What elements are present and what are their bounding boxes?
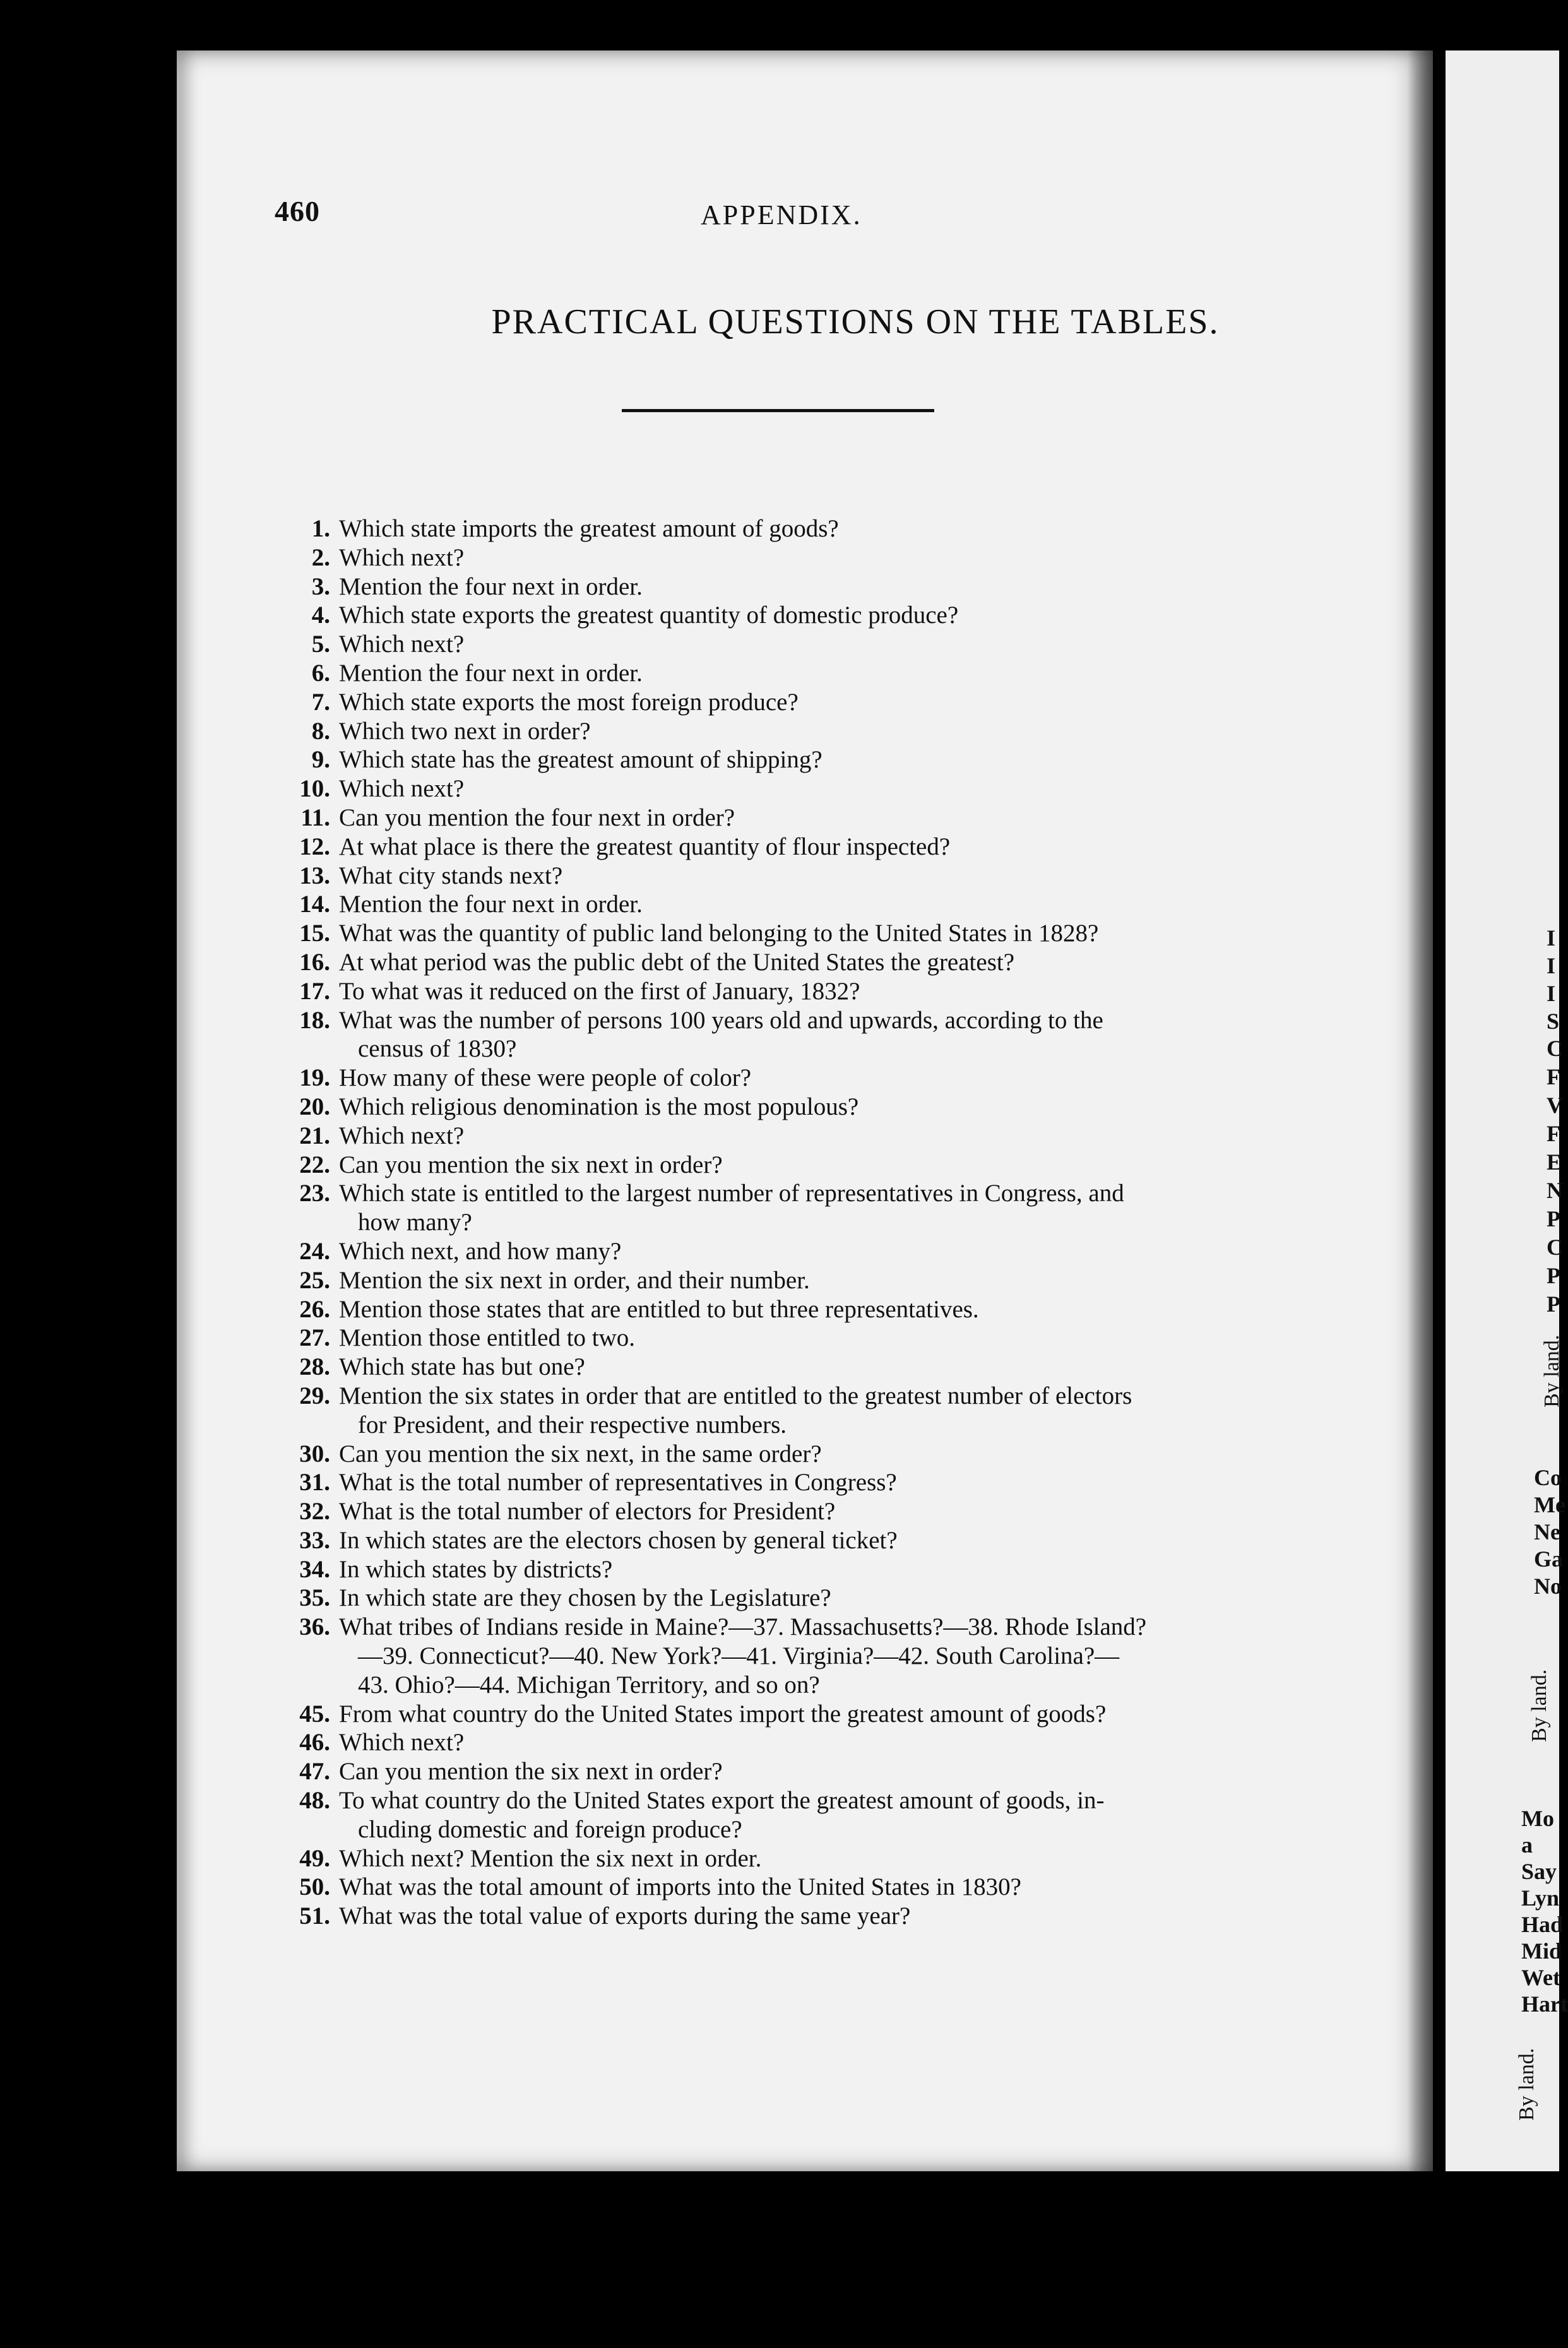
question-text: In which state are they chosen by the Legislature?	[339, 1584, 831, 1612]
question-number: 7.	[311, 688, 330, 716]
question-text: What was the total amount of imports into the United States in 1830?	[339, 1873, 1021, 1901]
question-number: 47.	[299, 1758, 330, 1786]
question-number: 2.	[311, 543, 330, 571]
title-rule	[622, 409, 934, 412]
question-text: Mention the four next in order.	[339, 891, 643, 918]
question-item	[281, 514, 1379, 543]
question-item	[281, 1179, 1379, 1237]
question-list	[281, 514, 1379, 1931]
facing-page-letter: P	[1547, 1206, 1560, 1231]
question-text-continuation: for President, and their respective numbers.	[358, 1411, 787, 1438]
question-item	[281, 745, 1379, 774]
question-item	[281, 1555, 1379, 1584]
question-number: 50.	[299, 1873, 330, 1901]
question-item	[281, 572, 1379, 602]
facing-page-letter: S	[1547, 1009, 1560, 1034]
question-item	[281, 803, 1379, 833]
facing-page-letter: I	[1547, 953, 1556, 978]
question-text: Can you mention the six next in order?	[339, 1758, 723, 1786]
facing-page-letter: N	[1547, 1178, 1563, 1203]
facing-page-letter: a	[1521, 1832, 1533, 1858]
question-number: 34.	[299, 1555, 330, 1583]
question-number: 14.	[299, 891, 330, 918]
question-number: 10.	[299, 775, 330, 803]
question-item	[281, 1844, 1379, 1873]
question-number: 27.	[299, 1324, 330, 1352]
question-item	[281, 1382, 1379, 1440]
question-number: 46.	[299, 1729, 330, 1757]
question-number: 28.	[299, 1353, 330, 1381]
question-text: In which states by districts?	[339, 1555, 613, 1583]
question-text: What is the total number of electors for President?	[339, 1498, 836, 1526]
question-text: Which state exports the greatest quantity of domestic produce?	[339, 602, 959, 629]
question-number: 45.	[299, 1700, 330, 1728]
question-text: Mention the six states in order that are entitled to the greatest number of electors	[339, 1382, 1132, 1409]
question-text: Mention those entitled to two.	[339, 1324, 636, 1352]
question-number: 17.	[299, 977, 330, 1005]
question-text: Can you mention the six next in order?	[339, 1151, 723, 1178]
question-number: 19.	[299, 1064, 330, 1092]
question-number: 26.	[299, 1295, 330, 1323]
question-item	[281, 774, 1379, 803]
question-number: 1.	[311, 515, 330, 542]
question-text: Mention the four next in order.	[339, 659, 643, 687]
question-text-continuation: 43. Ohio?—44. Michigan Territory, and so on?	[358, 1671, 820, 1699]
question-number: 21.	[299, 1122, 330, 1149]
question-text: Which next?	[339, 543, 465, 571]
question-text: Mention those states that are entitled to but three representatives.	[339, 1295, 979, 1323]
question-text: Which state is entitled to the largest number of representatives in Congress, and	[339, 1180, 1124, 1207]
question-text: What is the total number of representatives in Congress?	[339, 1469, 897, 1497]
question-number: 4.	[311, 602, 330, 629]
question-item	[281, 1064, 1379, 1093]
question-item	[281, 1728, 1379, 1757]
facing-page-letter: No	[1534, 1574, 1562, 1599]
question-number: 18.	[299, 1006, 330, 1034]
question-item	[281, 977, 1379, 1006]
question-text: What city stands next?	[339, 862, 563, 889]
question-number: 23.	[299, 1180, 330, 1207]
question-text: What was the total value of exports during the same year?	[339, 1902, 911, 1930]
question-text: Mention the four next in order.	[339, 572, 643, 600]
question-number: 22.	[299, 1151, 330, 1178]
question-item	[281, 688, 1379, 717]
question-item	[281, 717, 1379, 746]
question-text: Which two next in order?	[339, 717, 591, 745]
question-text: Which next, and how many?	[339, 1237, 622, 1265]
question-number: 3.	[311, 572, 330, 600]
question-text-continuation: —39. Connecticut?—40. New York?—41. Virginia?—42. South Carolina?—	[358, 1642, 1120, 1670]
question-item	[281, 1122, 1379, 1151]
facing-page-letter: F	[1547, 1064, 1560, 1089]
question-number: 12.	[299, 833, 330, 860]
question-item	[281, 1006, 1379, 1064]
question-text: Which religious denomination is the most populous?	[339, 1093, 859, 1120]
question-text: Which next? Mention the six next in order.	[339, 1844, 762, 1872]
question-number: 36.	[299, 1613, 330, 1641]
facing-page-letter: C	[1547, 1235, 1563, 1260]
question-text: Which state exports the most foreign produce?	[339, 688, 799, 716]
question-item	[281, 1700, 1379, 1729]
running-head: APPENDIX.	[701, 199, 862, 230]
gutter-shadow	[1408, 50, 1446, 2171]
question-text: From what country do the United States import the greatest amount of goods?	[339, 1700, 1107, 1728]
facing-page-letter: Had	[1521, 1912, 1564, 1937]
question-item	[281, 1440, 1379, 1469]
question-text: At what place is there the greatest quantity of flour inspected?	[339, 833, 951, 860]
question-item	[281, 543, 1379, 572]
question-item	[281, 1353, 1379, 1382]
question-item	[281, 1468, 1379, 1497]
question-item	[281, 601, 1379, 630]
question-text: Which next?	[339, 631, 465, 658]
question-item	[281, 1151, 1379, 1180]
question-item	[281, 862, 1379, 891]
facing-page-rotated-label: By land.	[1540, 1334, 1564, 1408]
question-text: To what country do the United States export the greatest amount of goods, in-	[339, 1787, 1105, 1815]
facing-page-letter: P	[1547, 1263, 1560, 1288]
question-number: 35.	[299, 1584, 330, 1612]
question-text: Which next?	[339, 1122, 465, 1149]
question-text: What was the number of persons 100 years old and upwards, according to the	[339, 1006, 1103, 1034]
question-item	[281, 1093, 1379, 1122]
facing-page-letter: E	[1547, 1149, 1562, 1175]
question-number: 33.	[299, 1526, 330, 1554]
question-number: 48.	[299, 1787, 330, 1815]
question-text: What tribes of Indians reside in Maine?—37. Massachusetts?—38. Rhode Island?	[339, 1613, 1147, 1641]
question-text: Which next?	[339, 1729, 465, 1757]
section-title: PRACTICAL QUESTIONS ON THE TABLES.	[491, 302, 1220, 341]
question-text: What was the quantity of public land belonging to the United States in 1828?	[339, 920, 1099, 947]
facing-page-letter: P	[1547, 1291, 1560, 1317]
question-item	[281, 1266, 1379, 1295]
question-number: 11.	[300, 803, 330, 831]
question-item	[281, 1295, 1379, 1324]
question-number: 24.	[299, 1237, 330, 1265]
question-item	[281, 890, 1379, 919]
question-item	[281, 1613, 1379, 1699]
question-text: In which states are the electors chosen by general ticket?	[339, 1526, 898, 1554]
facing-page-letter: Me	[1534, 1492, 1565, 1517]
facing-page-letter: Lyn	[1521, 1885, 1560, 1911]
question-text: How many of these were people of color?	[339, 1064, 752, 1092]
question-text: To what was it reduced on the first of January, 1832?	[339, 977, 860, 1005]
question-item	[281, 1873, 1379, 1902]
question-number: 49.	[299, 1844, 330, 1872]
facing-page-letter: C	[1547, 1036, 1563, 1061]
question-item	[281, 1526, 1379, 1555]
question-item	[281, 1786, 1379, 1844]
question-number: 20.	[299, 1093, 330, 1120]
facing-page-letter: Wet	[1521, 1965, 1560, 1990]
facing-page-letter: F	[1547, 1121, 1560, 1146]
question-item	[281, 919, 1379, 948]
question-number: 8.	[311, 717, 330, 745]
facing-page-rotated-label: By land.	[1515, 2048, 1538, 2121]
facing-page-letter: Say	[1521, 1859, 1557, 1884]
question-number: 9.	[311, 746, 330, 774]
question-number: 31.	[299, 1469, 330, 1497]
facing-page-letter: Hart	[1521, 1991, 1568, 2017]
question-item	[281, 1497, 1379, 1526]
question-number: 32.	[299, 1498, 330, 1526]
question-text-continuation: how many?	[358, 1209, 472, 1236]
facing-page-letter: V	[1547, 1093, 1563, 1118]
facing-page-rotated-label: By land.	[1528, 1669, 1551, 1742]
question-text-continuation: census of 1830?	[358, 1035, 517, 1063]
question-item	[281, 948, 1379, 977]
question-item	[281, 1324, 1379, 1353]
question-number: 25.	[299, 1266, 330, 1294]
facing-page-letter: Co	[1534, 1465, 1562, 1490]
facing-page-letter: I	[1547, 925, 1556, 951]
question-item	[281, 833, 1379, 862]
question-text: Which state has the greatest amount of shipping?	[339, 746, 823, 774]
question-number: 5.	[311, 631, 330, 658]
facing-page-letter: I	[1547, 981, 1556, 1006]
question-item	[281, 1757, 1379, 1786]
facing-page-letter: Ga	[1534, 1546, 1564, 1572]
question-number: 16.	[299, 948, 330, 976]
question-number: 13.	[299, 862, 330, 889]
question-text-continuation: cluding domestic and foreign produce?	[358, 1815, 742, 1843]
question-text: Which next?	[339, 775, 465, 803]
question-text: Can you mention the six next, in the same order?	[339, 1440, 822, 1468]
question-text: Can you mention the four next in order?	[339, 803, 735, 831]
question-item	[281, 659, 1379, 688]
question-text: Which state imports the greatest amount of goods?	[339, 515, 839, 542]
question-text: Mention the six next in order, and their number.	[339, 1266, 810, 1294]
question-text: At what period was the public debt of the United States the greatest?	[339, 948, 1015, 976]
question-item	[281, 1902, 1379, 1931]
facing-page-letter: Mid	[1521, 1938, 1562, 1964]
question-number: 15.	[299, 920, 330, 947]
question-item	[281, 1237, 1379, 1266]
question-number: 30.	[299, 1440, 330, 1468]
facing-page-edge	[1446, 50, 1568, 2171]
question-number: 29.	[299, 1382, 330, 1409]
page-number: 460	[275, 195, 320, 227]
question-text: Which state has but one?	[339, 1353, 585, 1381]
question-number: 6.	[311, 659, 330, 687]
book-page	[177, 50, 1433, 2171]
facing-page-letter: Ne	[1534, 1519, 1560, 1545]
question-number: 51.	[299, 1902, 330, 1930]
question-item	[281, 630, 1379, 659]
question-item	[281, 1584, 1379, 1613]
facing-page-letter: Mo	[1521, 1806, 1554, 1831]
